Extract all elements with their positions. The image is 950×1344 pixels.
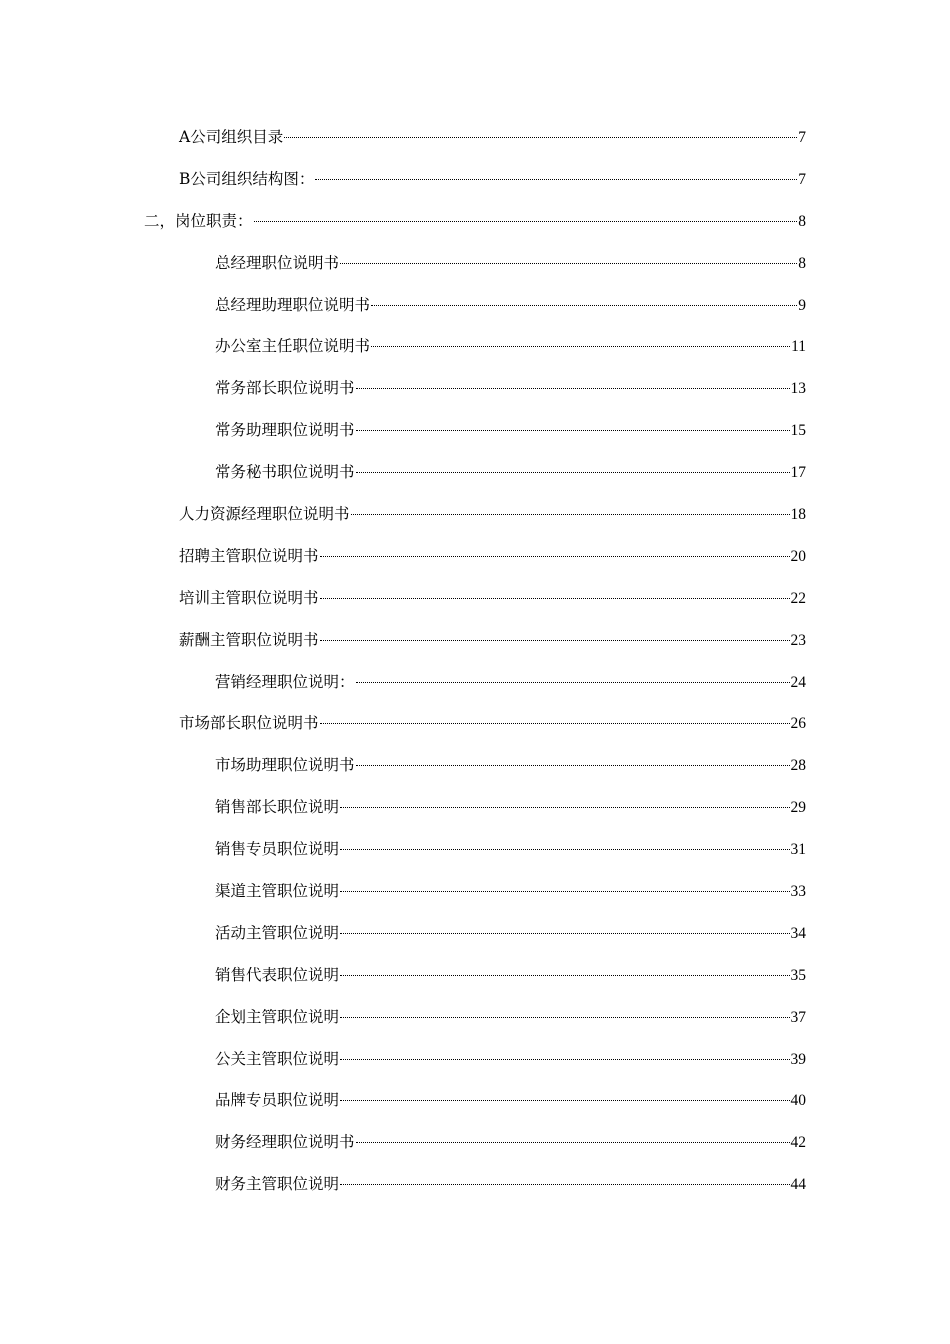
toc-entry-label: 市场部长职位说明书 bbox=[179, 714, 319, 733]
toc-entry-label: 办公室主任职位说明书 bbox=[215, 337, 371, 356]
toc-entry-label: 市场助理职位说明书 bbox=[215, 756, 355, 775]
toc-page-number: 15 bbox=[790, 422, 806, 440]
toc-dot-leader bbox=[320, 640, 790, 641]
toc-entry[interactable] bbox=[0, 499, 950, 541]
toc-dot-leader bbox=[356, 472, 790, 473]
toc-page-number: 8 bbox=[798, 212, 806, 230]
toc-entry-label: 渠道主管职位说明 bbox=[215, 882, 340, 901]
toc-entry[interactable] bbox=[0, 1085, 950, 1127]
toc-dot-leader bbox=[340, 807, 789, 808]
toc-entry-label: 企划主管职位说明 bbox=[215, 1007, 340, 1026]
toc-page-number: 33 bbox=[790, 883, 806, 901]
toc-entry-label: 销售代表职位说明 bbox=[215, 965, 340, 984]
toc-entry-label: A公司组织目录 bbox=[179, 128, 284, 146]
toc-dot-leader bbox=[254, 221, 798, 222]
toc-entry[interactable] bbox=[0, 708, 950, 750]
table-of-contents bbox=[0, 122, 950, 1211]
toc-entry[interactable] bbox=[0, 331, 950, 373]
toc-dot-leader bbox=[320, 556, 790, 557]
toc-entry[interactable] bbox=[0, 960, 950, 1002]
toc-dot-leader bbox=[356, 430, 790, 431]
toc-page-number: 31 bbox=[790, 841, 806, 859]
toc-entry[interactable] bbox=[0, 1127, 950, 1169]
toc-dot-leader bbox=[340, 933, 789, 934]
toc-entry[interactable] bbox=[0, 164, 950, 206]
toc-page-number: 28 bbox=[790, 757, 806, 775]
toc-entry[interactable] bbox=[0, 1044, 950, 1086]
toc-page-number: 35 bbox=[790, 966, 806, 984]
toc-page-number: 18 bbox=[790, 506, 806, 524]
toc-page-number: 26 bbox=[790, 715, 806, 733]
toc-dot-leader bbox=[340, 975, 789, 976]
toc-entry-label: 招聘主管职位说明书 bbox=[179, 546, 319, 565]
toc-entry[interactable] bbox=[0, 667, 950, 709]
toc-page-number: 7 bbox=[798, 129, 806, 146]
toc-entry[interactable] bbox=[0, 918, 950, 960]
toc-entry[interactable] bbox=[0, 1169, 950, 1211]
toc-dot-leader bbox=[371, 346, 790, 347]
toc-entry[interactable] bbox=[0, 206, 950, 248]
toc-page-number: 29 bbox=[790, 799, 806, 817]
toc-page-number: 11 bbox=[791, 338, 806, 356]
toc-entry-label: 总经理职位说明书 bbox=[215, 253, 340, 272]
toc-dot-leader bbox=[340, 1184, 789, 1185]
toc-entry-label: 营销经理职位说明： bbox=[215, 672, 355, 691]
toc-entry-label: 常务部长职位说明书 bbox=[215, 379, 355, 398]
toc-page-number: 20 bbox=[790, 547, 806, 565]
toc-page-number: 39 bbox=[790, 1050, 806, 1068]
toc-entry-label: 销售专员职位说明 bbox=[215, 840, 340, 859]
toc-entry-label: 财务主管职位说明 bbox=[215, 1175, 340, 1194]
toc-page-number: 13 bbox=[790, 380, 806, 398]
toc-page-number: 34 bbox=[790, 924, 806, 942]
toc-entry[interactable] bbox=[0, 541, 950, 583]
toc-entry[interactable] bbox=[0, 625, 950, 667]
toc-dot-leader bbox=[356, 1142, 790, 1143]
toc-page-number: 8 bbox=[798, 254, 806, 272]
toc-dot-leader bbox=[320, 723, 790, 724]
toc-entry-label: 品牌专员职位说明 bbox=[215, 1091, 340, 1110]
toc-dot-leader bbox=[356, 765, 790, 766]
toc-page-number: 23 bbox=[790, 631, 806, 649]
toc-page-number: 42 bbox=[790, 1134, 806, 1152]
toc-entry[interactable] bbox=[0, 122, 950, 164]
toc-page-number: 17 bbox=[790, 464, 806, 482]
toc-entry-label: 常务秘书职位说明书 bbox=[215, 463, 355, 482]
toc-page-number: 9 bbox=[798, 296, 806, 314]
toc-entry-label: 人力资源经理职位说明书 bbox=[179, 505, 350, 524]
toc-dot-leader bbox=[340, 1100, 789, 1101]
toc-dot-leader bbox=[356, 388, 790, 389]
toc-entry[interactable] bbox=[0, 792, 950, 834]
toc-entry[interactable] bbox=[0, 876, 950, 918]
toc-page-number: 40 bbox=[790, 1092, 806, 1110]
toc-entry-label: 财务经理职位说明书 bbox=[215, 1133, 355, 1152]
toc-page-number: 37 bbox=[790, 1008, 806, 1026]
toc-entry[interactable] bbox=[0, 248, 950, 290]
toc-dot-leader bbox=[340, 263, 797, 264]
toc-dot-leader bbox=[351, 514, 790, 515]
toc-entry[interactable] bbox=[0, 1002, 950, 1044]
toc-dot-leader bbox=[340, 1059, 789, 1060]
toc-entry[interactable] bbox=[0, 415, 950, 457]
toc-entry-label: 活动主管职位说明 bbox=[215, 923, 340, 942]
toc-entry-label: 公关主管职位说明 bbox=[215, 1049, 340, 1068]
toc-dot-leader bbox=[371, 305, 797, 306]
toc-dot-leader bbox=[315, 179, 797, 180]
toc-entry[interactable] bbox=[0, 457, 950, 499]
toc-page-number: 44 bbox=[790, 1176, 806, 1194]
toc-page-number: 22 bbox=[790, 589, 806, 607]
toc-entry-label: 培训主管职位说明书 bbox=[179, 588, 319, 607]
toc-dot-leader bbox=[284, 137, 797, 138]
toc-entry-label: 二，岗位职责： bbox=[144, 211, 253, 230]
toc-dot-leader bbox=[356, 682, 790, 683]
toc-dot-leader bbox=[320, 598, 790, 599]
toc-dot-leader bbox=[340, 849, 789, 850]
toc-entry[interactable] bbox=[0, 583, 950, 625]
toc-page-number: 24 bbox=[790, 673, 806, 691]
toc-entry[interactable] bbox=[0, 290, 950, 332]
toc-entry[interactable] bbox=[0, 834, 950, 876]
toc-entry-label: 薪酬主管职位说明书 bbox=[179, 630, 319, 649]
toc-page-number: 7 bbox=[798, 170, 806, 188]
toc-entry[interactable] bbox=[0, 750, 950, 792]
toc-dot-leader bbox=[340, 891, 789, 892]
toc-entry[interactable] bbox=[0, 373, 950, 415]
toc-entry-label: 总经理助理职位说明书 bbox=[215, 295, 371, 314]
toc-entry-label: B公司组织结构图： bbox=[179, 169, 315, 188]
toc-entry-label: 销售部长职位说明 bbox=[215, 798, 340, 817]
toc-dot-leader bbox=[340, 1017, 789, 1018]
toc-entry-label: 常务助理职位说明书 bbox=[215, 421, 355, 440]
